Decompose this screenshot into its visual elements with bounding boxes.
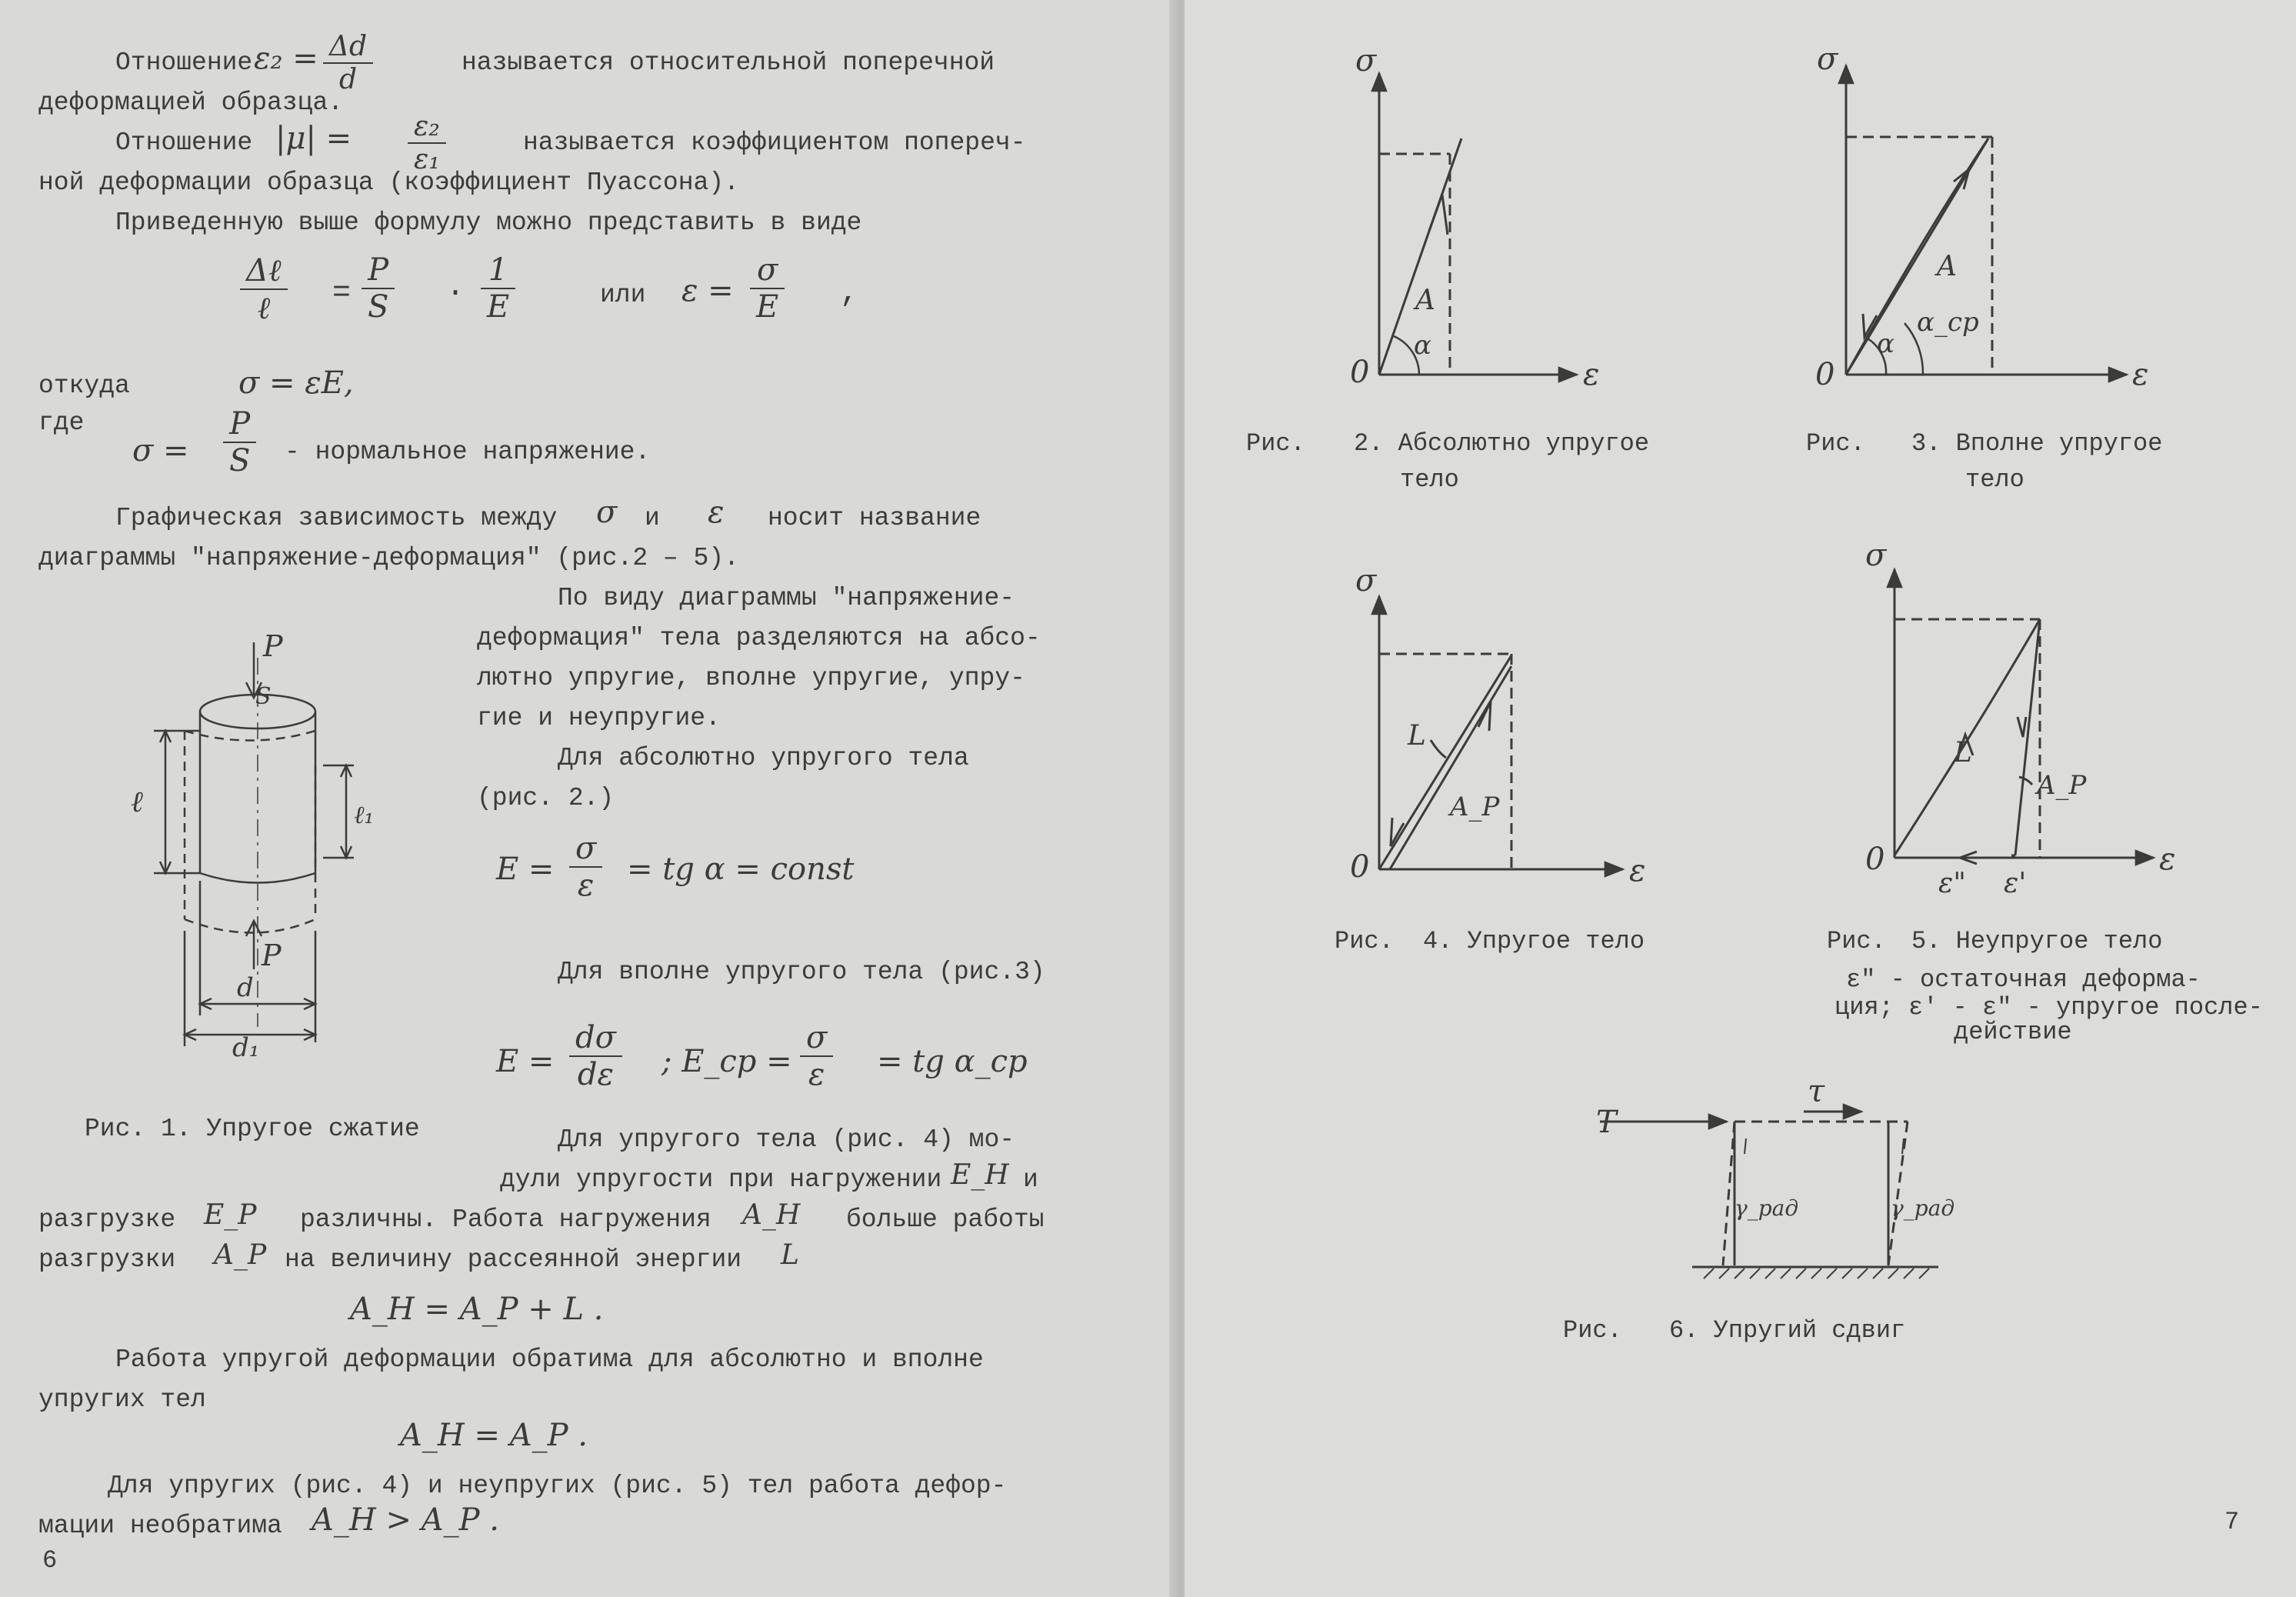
formula-sigma-e-frac: $\frac{\sigma}{E}$ xyxy=(750,252,785,325)
right-page-figures xyxy=(1185,0,2296,1597)
text-line: Для упругого тела (рис. 4) мо- xyxy=(558,1125,1015,1154)
fig5-caption-3: ция; ε' - ε" - упругое после- xyxy=(1834,993,2263,1022)
fig3-y-label: σ xyxy=(1817,42,1838,77)
formula-work-eq2: A_H = A_P . xyxy=(400,1418,588,1453)
fig2-angle-label: α xyxy=(1414,330,1431,361)
formula-irrev: A_H > A_P . xyxy=(312,1502,499,1538)
text-line: разгрузке xyxy=(38,1205,176,1234)
text-line: Работа упругой деформации обратима для абсолютно и вполне xyxy=(115,1345,984,1374)
page-number-left: 6 xyxy=(42,1546,58,1575)
formula-full-frac: $\frac{d\sigma}{d\varepsilon}$ xyxy=(569,1020,622,1092)
text-line: диаграммы "напряжение-деформация" (рис.2 – 5). xyxy=(38,544,739,572)
formula-abs-rhs: = tg α = const xyxy=(627,852,855,887)
fig5-caption-2: ε" - остаточная деформа- xyxy=(1846,965,2201,994)
text-line: различны. Работа нагружения xyxy=(300,1205,711,1234)
text-line: лютно упругие, вполне упругие, упру- xyxy=(477,664,1025,692)
fig5-caption-num: Рис. xyxy=(1827,927,1886,955)
figure-1-cylinder xyxy=(123,627,477,1058)
formula-full-frac2: $\frac{\sigma}{\varepsilon}$ xyxy=(800,1020,833,1092)
formula-comma: , xyxy=(840,276,859,311)
formula-mu-lhs: |μ| = xyxy=(275,121,352,156)
label-l: ℓ xyxy=(131,785,143,819)
fig5-loss-label: L xyxy=(1954,737,1972,768)
text-line: дули упругости при нагружении xyxy=(500,1165,942,1194)
fig3-origin: 0 xyxy=(1815,357,1835,392)
fig3-angle-cp-label: α_cp xyxy=(1917,307,1979,338)
fig3-caption-2: тело xyxy=(1965,465,2024,494)
text-line: Для абсолютно упругого тела xyxy=(558,744,969,772)
formula-full-lhs: E = xyxy=(496,1044,555,1079)
symbol-eps: ε xyxy=(708,495,725,530)
text-line: Для упругих (рис. 4) и неупругих (рис. 5) тел работа дефор- xyxy=(108,1472,1007,1500)
symbol-L: L xyxy=(781,1239,799,1271)
text-line: мации необратима xyxy=(38,1512,282,1540)
fig4-y-label: σ xyxy=(1355,563,1377,598)
figure-5-diagram xyxy=(1894,569,2154,864)
label-P-bottom: P xyxy=(262,939,282,972)
text-line: - нормальное напряжение. xyxy=(285,438,651,466)
text-line: где xyxy=(38,408,85,437)
symbol-E-H: E_H xyxy=(951,1159,1009,1191)
fig2-x-label: ε xyxy=(1583,357,1600,392)
text-line: на величину рассеянной энергии xyxy=(285,1245,742,1274)
formula-mu-frac: $\frac{\text{ε₂}}{\text{ε₁}}$ xyxy=(408,111,446,175)
fig4-caption: 4. Упругое тело xyxy=(1423,927,1645,955)
formula-full-ecp: ; E_cp = xyxy=(661,1044,792,1079)
formula-ps-frac-2: $\frac{P}{S}$ xyxy=(223,406,256,478)
formula-1e-frac: $\frac{1}{E}$ xyxy=(481,252,515,325)
text-line: или xyxy=(600,281,646,309)
fig2-origin: 0 xyxy=(1350,355,1370,390)
fig5-y-label: σ xyxy=(1865,538,1887,573)
fig3-x-label: ε xyxy=(2132,357,2149,392)
fig6-caption: 6. Упругий сдвиг xyxy=(1669,1316,1906,1345)
symbol-A-H: A_H xyxy=(742,1199,801,1231)
fig2-y-label: σ xyxy=(1355,43,1377,78)
symbol-E-P: E_P xyxy=(204,1199,257,1231)
fig2-caption-num: Рис. xyxy=(1246,429,1305,458)
fig4-work-label: A_P xyxy=(1450,792,1500,822)
formula-dot: · xyxy=(446,276,465,311)
formula-eps-lhs: ε = xyxy=(681,273,734,308)
text-line: деформация" тела разделяются на абсо- xyxy=(477,624,1041,652)
text-line: (рис. 2.) xyxy=(477,784,615,812)
formula-eps2-frac: $\frac{\Delta d}{d}$ xyxy=(323,31,373,95)
figure-2-diagram xyxy=(1379,73,1577,375)
fig2-caption-2: тело xyxy=(1400,465,1459,494)
text-line: Отношение xyxy=(115,48,253,77)
fig4-caption-num: Рис. xyxy=(1335,927,1394,955)
fig5-eps2-label: ε" xyxy=(1938,868,1966,899)
label-P-top: P xyxy=(263,629,283,663)
fig5-origin: 0 xyxy=(1865,842,1885,877)
fig4-origin: 0 xyxy=(1350,849,1370,885)
formula-work-eq: A_H = A_P + L . xyxy=(350,1292,604,1327)
text-line: По виду диаграммы "напряжение- xyxy=(558,584,1015,612)
fig3-angle-label: α xyxy=(1877,328,1894,359)
fig6-caption-num: Рис. xyxy=(1563,1316,1622,1345)
fig5-eps1-label: ε' xyxy=(2004,868,2027,899)
fig5-caption: 5. Неупругое тело xyxy=(1911,927,2163,955)
fig2-area-label: A xyxy=(1415,285,1435,316)
page-number-right: 7 xyxy=(2224,1508,2240,1536)
text-line: носит название xyxy=(768,504,981,532)
label-d: d xyxy=(237,972,254,1003)
fig5-x-label: ε xyxy=(2159,842,2176,877)
fig3-area-label: A xyxy=(1937,251,1957,282)
symbol-sigma: σ xyxy=(596,495,618,530)
fig3-caption: 3. Вполне упругое xyxy=(1911,429,2163,458)
text-line: разгрузки xyxy=(38,1245,176,1274)
text-line: больше работы xyxy=(846,1205,1045,1234)
fig6-angle1-label: γ_рад xyxy=(1734,1195,1799,1221)
text-line: гие и неупругие. xyxy=(477,704,721,732)
text-line: и xyxy=(645,504,660,532)
text-line: ной деформации образца (коэффициент Пуассона). xyxy=(38,168,739,197)
formula-eq: = xyxy=(332,276,352,311)
formula-sigma-eq: σ = εE, xyxy=(238,365,354,401)
text-line: и xyxy=(1023,1165,1038,1194)
fig2-caption: 2. Абсолютно упругое xyxy=(1354,429,1650,458)
formula-eps2-lhs: ε₂ = xyxy=(254,41,318,76)
text-line: Отношение xyxy=(115,128,253,157)
fig5-caption-4: действие xyxy=(1954,1018,2072,1046)
text-line: упругих тел xyxy=(38,1385,206,1414)
fig5-work-label: A_P xyxy=(2037,770,2087,801)
label-S: S xyxy=(255,683,272,710)
fig6-stress-label: τ xyxy=(1808,1074,1825,1109)
formula-sigma-lhs: σ = xyxy=(132,433,189,468)
text-line: называется коэффициентом попереч- xyxy=(523,128,1026,157)
label-d1: d₁ xyxy=(232,1032,260,1058)
text-line: Для вполне упругого тела (рис.3) xyxy=(558,958,1045,986)
formula-abs-lhs: E = xyxy=(496,852,555,887)
right-page xyxy=(1185,0,2296,1597)
formula-ps-frac: $\frac{P}{S}$ xyxy=(362,252,395,325)
fig3-caption-num: Рис. xyxy=(1806,429,1865,458)
fig4-x-label: ε xyxy=(1629,853,1646,889)
formula-abs-frac: $\frac{\sigma}{\varepsilon}$ xyxy=(569,831,602,903)
text-line: деформацией образца. xyxy=(38,88,344,117)
figure-1-caption: Рис. 1. Упругое сжатие xyxy=(85,1115,420,1143)
label-l1: ℓ₁ xyxy=(354,800,375,829)
formula-full-rhs: = tg α_cp xyxy=(877,1044,1028,1079)
symbol-A-P: A_P xyxy=(214,1239,267,1271)
text-line: называется относительной поперечной xyxy=(462,48,995,77)
text-line: откуда xyxy=(38,372,130,400)
fig6-angle2-label: γ_рад xyxy=(1891,1195,1955,1221)
formula-dl-frac: Δℓ ℓ xyxy=(240,252,288,326)
text-line: Приведенную выше формулу можно представить в виде xyxy=(115,208,862,237)
text-line: Графическая зависимость между xyxy=(115,504,558,532)
fig4-loss-label: L xyxy=(1408,720,1426,752)
fig6-force-label: T xyxy=(1596,1105,1617,1140)
